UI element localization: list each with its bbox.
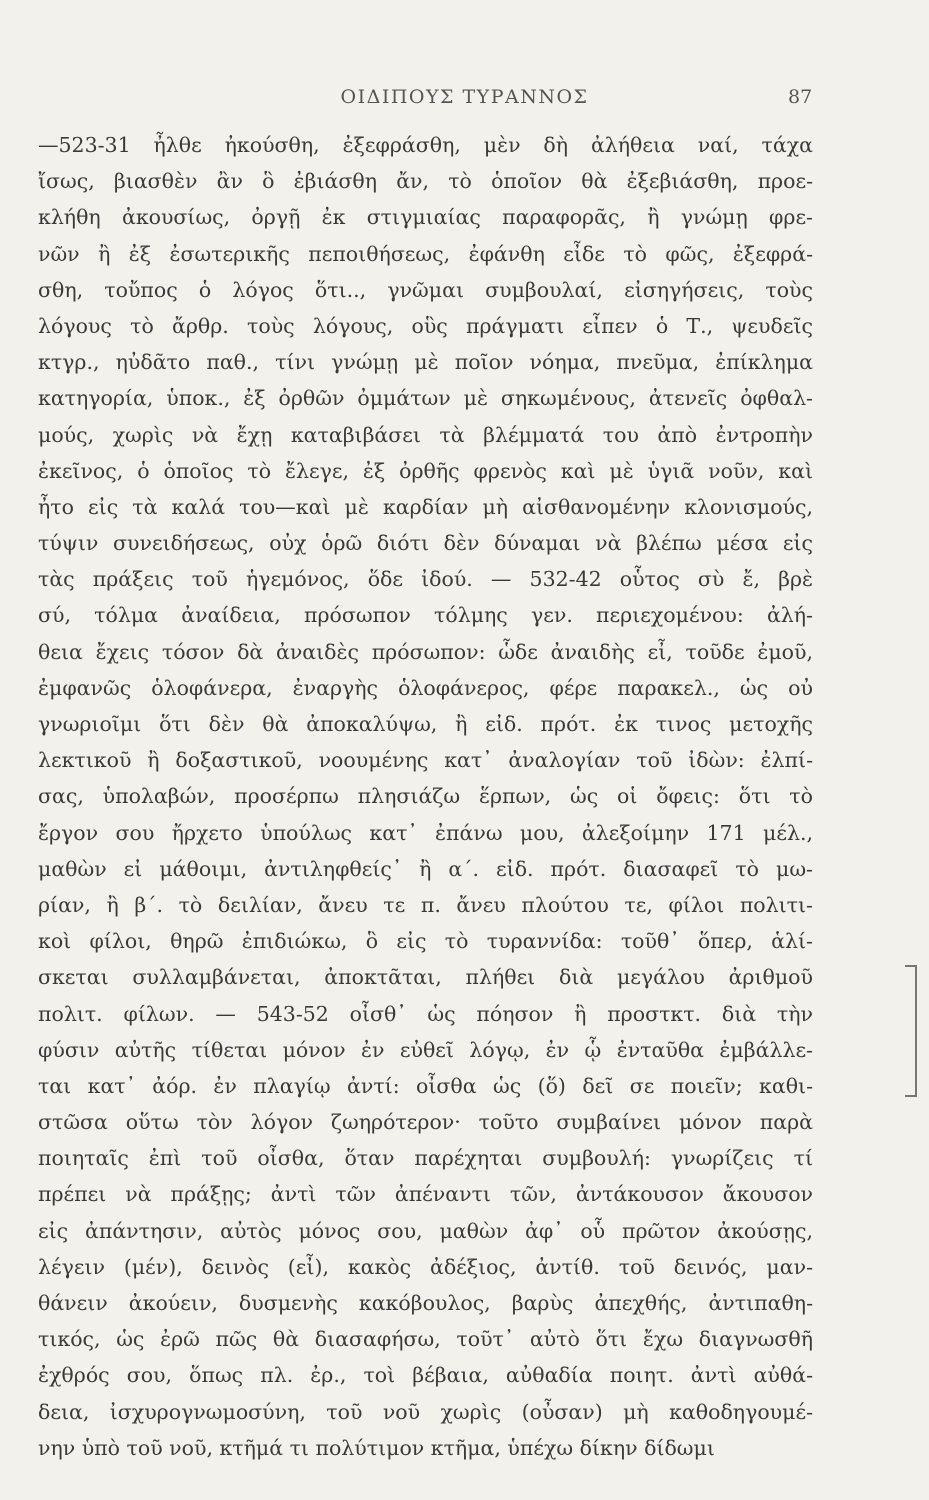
text-line: ἐμφανῶς ὁλοφάνερα, ἐναργὴς ὁλοφάνερος, φέρε παρακελ., ὡς οὐ: [38, 675, 813, 700]
running-head: ΟΙΔΙΠΟΥΣ ΤΥΡΑΝΝΟΣ: [340, 86, 589, 108]
text-line: πολιτ. φίλων. — 543-52 οἶσθ᾽ ὡς πόησον ἢ προστκτ. διὰ τὴν: [38, 1001, 813, 1026]
page-number: 87: [788, 86, 813, 108]
text-line: ἦτο εἰς τὰ καλά του—καὶ μὲ καρδίαν μὴ αἰσθανομένην κλονισμούς,: [38, 494, 813, 519]
text-line: εἰς ἀπάντησιν, αὐτὸς μόνος σου, μαθὼν ἀφ᾽ οὗ πρῶτον ἀκούσῃς,: [38, 1218, 813, 1243]
text-line: μούς, χωρὶς νὰ ἔχῃ καταβιβάσει τὰ βλέμματά του ἀπὸ ἐντροπὴν: [38, 422, 813, 447]
text-line: ἐκεῖνος, ὁ ὁποῖος τὸ ἔλεγε, ἐξ ὀρθῆς φρενὸς καὶ μὲ ὑγιᾶ νοῦν, καὶ: [38, 458, 813, 483]
text-line: τικός, ὡς ἐρῶ πῶς θὰ διασαφήσω, τοῦτ᾽ αὐτὸ ὅτι ἔχω διαγνωσθῆ: [38, 1327, 813, 1352]
text-line: ἐχθρός σου, ὅπως πλ. ἐρ., τοὶ βέβαια, αὐθαδία ποιητ. ἀντὶ αὐθά-: [38, 1363, 813, 1388]
text-line: ἔργον σου ἤρχετο ὑπούλως κατ᾽ ἐπάνω μου, ἀλεξοίμην 171 μέλ.,: [38, 820, 813, 845]
text-line: σκεται συλλαμβάνεται, ἀποκτᾶται, πλήθει διὰ μεγάλου ἀριθμοῦ: [38, 965, 813, 990]
text-line: νῶν ἢ ἐξ ἐσωτερικῆς πεποιθήσεως, ἐφάνθη εἶδε τὸ φῶς, ἐξεφρά-: [38, 241, 813, 266]
text-line: —523-31 ἦλθε ἠκούσθη, ἐξεφράσθη, μὲν δὴ ἀλήθεια ναί, τάχα: [38, 133, 813, 157]
commentary-text: [38, 127, 813, 1466]
text-line: φύσιν αὐτῆς τίθεται μόνον ἐν εὐθεῖ λόγῳ, ἐν ᾧ ἐνταῦθα ἐμβάλλε-: [38, 1037, 813, 1062]
text-line: τὰς πράξεις τοῦ ἡγεμόνος, ὅδε ἰδού. — 532-42 οὗτος σὺ ἔ, βρὲ: [38, 567, 813, 592]
text-line: κλήθη ἀκουσίως, ὀργῇ ἐκ στιγμιαίας παραφορᾶς, ἢ γνώμῃ φρε-: [38, 205, 813, 230]
text-line: λόγους τὸ ἄρθρ. τοὺς λόγους, οὓς πράγματι εἶπεν ὁ Τ., ψευδεῖς: [38, 313, 813, 338]
text-line: σας, ὑπολαβών, προσέρπω πλησιάζω ἕρπων, ὡς οἱ ὄφεις: ὅτι τὸ: [38, 784, 813, 809]
text-line: μαθὼν εἰ μάθοιμι, ἀντιληφθείς᾽ ἢ α΄. εἰδ. πρότ. διασαφεῖ τὸ μω-: [38, 856, 813, 881]
text-line: θάνειν ἀκούειν, δυσμενὴς κακόβουλος, βαρὺς ἀπεχθής, ἀντιπαθη-: [38, 1291, 813, 1315]
text-line: ἴσως, βιασθὲν ἂν ὃ ἐβιάσθη ἄν, τὸ ὁποῖον θὰ ἐξεβιάσθη, προε-: [38, 169, 813, 194]
text-line: πρέπει νὰ πράξῃς; ἀντὶ τῶν ἀπέναντι τῶν, ἀντάκουσον ἄκουσον: [38, 1182, 813, 1207]
text-line: σύ, τόλμα ἀναίδεια, πρόσωπον τόλμης γεν. περιεχομένου: ἀλή-: [38, 603, 813, 628]
text-line: γνωριοῖμι ὅτι δὲν θὰ ἀποκαλύψω, ἢ εἰδ. πρότ. ἐκ τινος μετοχῆς: [38, 712, 813, 736]
text-line: τύψιν συνειδήσεως, οὐχ ὁρῶ διότι δὲν δύναμαι νὰ βλέπω μέσα εἰς: [38, 531, 813, 556]
text-line: κατηγορία, ὑποκ., ἐξ ὀρθῶν ὀμμάτων μὲ σηκωμένους, ἀτενεῖς ὀφθαλ-: [38, 386, 813, 411]
text-line: θεια ἔχεις τόσον δὰ ἀναιδὲς πρόσωπον: ὧδε ἀναιδὴς εἶ, τοῦδε ἐμοῦ,: [38, 639, 813, 664]
text-line: κοὶ φίλοι, θηρῶ ἐπιδιώκω, ὃ εἰς τὸ τυραννίδα: τοῦθ᾽ ὅπερ, ἁλί-: [38, 929, 813, 954]
margin-bracket: [915, 965, 917, 1097]
text-line: λεκτικοῦ ἢ δοξαστικοῦ, νοουμένης κατ᾽ ἀναλογίαν τοῦ ἰδὼν: ἐλπί-: [38, 748, 813, 773]
text-line: σθη, τοὔπος ὁ λόγος ὅτι.., γνῶμαι συμβουλαί, εἰσηγήσεις, τοὺς: [38, 277, 813, 302]
text-line: στῶσα οὕτω τὸν λόγον ζωηρότερον· τοῦτο συμβαίνει μόνον παρὰ: [38, 1110, 813, 1135]
text-line: ρίαν, ἢ β΄. τὸ δειλίαν, ἄνευ τε π. ἄνευ πλούτου τε, φίλοι πολιτι-: [38, 892, 813, 917]
text-line: νην ὑπὸ τοῦ νοῦ, κτῆμά τι πολύτιμον κτῆμα, ὑπέχω δίκην δίδωμι: [38, 1435, 715, 1460]
margin-bracket-bottom: [905, 1095, 916, 1097]
text-line: ται κατ᾽ ἀόρ. ἐν πλαγίῳ ἀντί: οἶσθα ὡς (ὅ) δεῖ σε ποιεῖν; καθι-: [38, 1073, 813, 1098]
text-line: ποιηταῖς ἐπὶ τοῦ οἶσθα, ὅταν παρέχηται συμβουλή: γνωρίζεις τί: [38, 1146, 813, 1171]
text-line: δεια, ἰσχυρογνωμοσύνη, τοῦ νοῦ χωρὶς (οὖσαν) μὴ καθοδηγουμέ-: [38, 1399, 813, 1424]
text-line: λέγειν (μέν), δεινὸς (εἶ), κακὸς ἀδέξιος, ἀντίθ. τοῦ δεινός, μαν-: [38, 1254, 813, 1279]
text-line: κτγρ., ηὐδᾶτο παθ., τίνι γνώμῃ μὲ ποῖον νόημα, πνεῦμα, ἐπίκλημα: [38, 350, 813, 375]
